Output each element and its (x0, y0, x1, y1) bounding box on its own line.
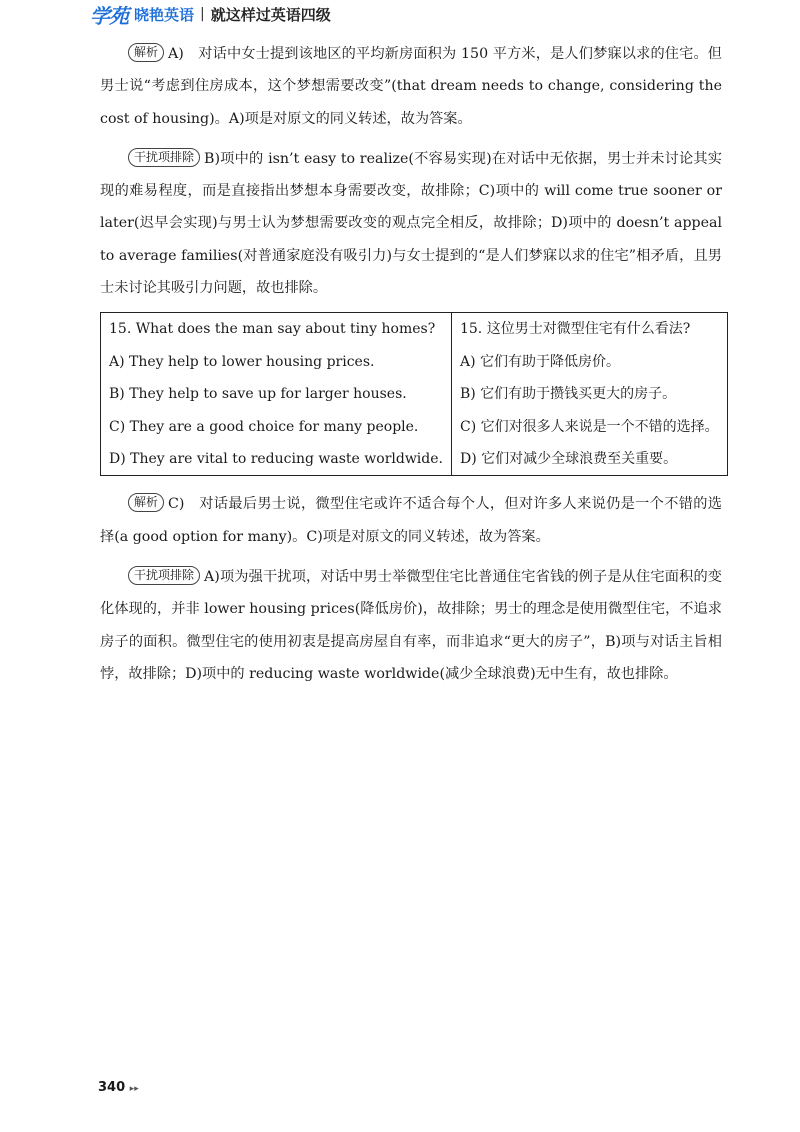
q15-option-a-zh: A) 它们有助于降低房价。 (459, 353, 621, 370)
q14-distractor (100, 143, 722, 304)
q15-analysis (100, 488, 722, 553)
q14-distractor-text: B)项中的 isn’t easy to realize(不容易实现)在对话中无依据，男士并未讨论其实现的难易程度，而是直接指出梦想本身需要改变，故排除；C)项中的 will come true sooner or later(迟早会实现)与男士认为梦想需要改变的观点完全相反，故排除；D)项中的 doesn’t appeal to average families(对普通家庭没有吸引力)与女士提到的“是人们梦寐以求的住宅”相矛盾，且男士未讨论其吸引力问题，故也排除。 (100, 150, 722, 297)
q15-option-d-zh: D) 它们对减少全球浪费至关重要。 (459, 451, 678, 467)
publisher-logo: 学苑 (90, 3, 128, 28)
page-arrow-icon: ▸▸ (129, 1084, 139, 1094)
q15-analysis-text: C) 对话最后男士说，微型住宅或许不适合每个人，但对许多人来说仍是一个不错的选择(a good option for many)。C)项是对原文的同义转述，故为答案。 (100, 496, 722, 545)
table-row (101, 313, 728, 476)
q15-question-zh: 15. 这位男士对微型住宅有什么看法? (459, 321, 691, 338)
distractor-tag: 干扰项排除 (128, 566, 200, 585)
q15-option-a-en: A) They help to lower housing prices. (109, 353, 375, 370)
page-header (90, 2, 331, 26)
q15-distractor-text: A)项为强干扰项，对话中男士举微型住宅比普通住宅省钱的例子是从住宅面积的变化体现的，并非 lower housing prices(降低房价)，故排除；男士的理念是使用微型住宅，不追求房子的面积。微型住宅的使用初衷是提高房屋自有率，而非追求“更大的房子”，B)项与对话主旨相悖，故排除；D)项中的 reducing waste worldwide(减少全球浪费)无中生有，故也排除。 (100, 569, 722, 682)
q15-distractor (100, 561, 722, 690)
page-content (100, 38, 722, 698)
header-separator: | (200, 6, 205, 22)
brand-name: 晓艳英语 (134, 5, 195, 24)
q15-option-c-en: C) They are a good choice for many people. (109, 418, 419, 435)
q14-analysis (100, 38, 722, 135)
page-number (98, 1080, 139, 1095)
q15-option-b-zh: B) 它们有助于攒钱买更大的房子。 (459, 386, 677, 403)
q15-question-en: 15. What does the man say about tiny homes? (109, 321, 436, 338)
q15-english-column (101, 313, 452, 476)
q15-option-c-zh: C) 它们对很多人来说是一个不错的选择。 (459, 418, 719, 435)
q15-option-d-en: D) They are vital to reducing waste worldwide. (109, 451, 443, 467)
distractor-tag: 干扰项排除 (128, 148, 200, 167)
q15-option-b-en: B) They help to save up for larger houses. (109, 386, 407, 403)
analysis-tag: 解析 (128, 43, 164, 62)
series-title: 就这样过英语四级 (210, 5, 331, 24)
q14-analysis-text: A) 对话中女士提到该地区的平均新房面积为 150 平方米，是人们梦寐以求的住宅。但男士说“考虑到住房成本，这个梦想需要改变”(that dream needs to change, considering the cost of housing)。A)项是对原文的同义转述，故为答案。 (100, 46, 722, 127)
page-number-value: 340 (98, 1080, 126, 1095)
q15-chinese-column (451, 313, 727, 476)
analysis-tag: 解析 (128, 493, 164, 512)
q15-table (100, 312, 728, 476)
